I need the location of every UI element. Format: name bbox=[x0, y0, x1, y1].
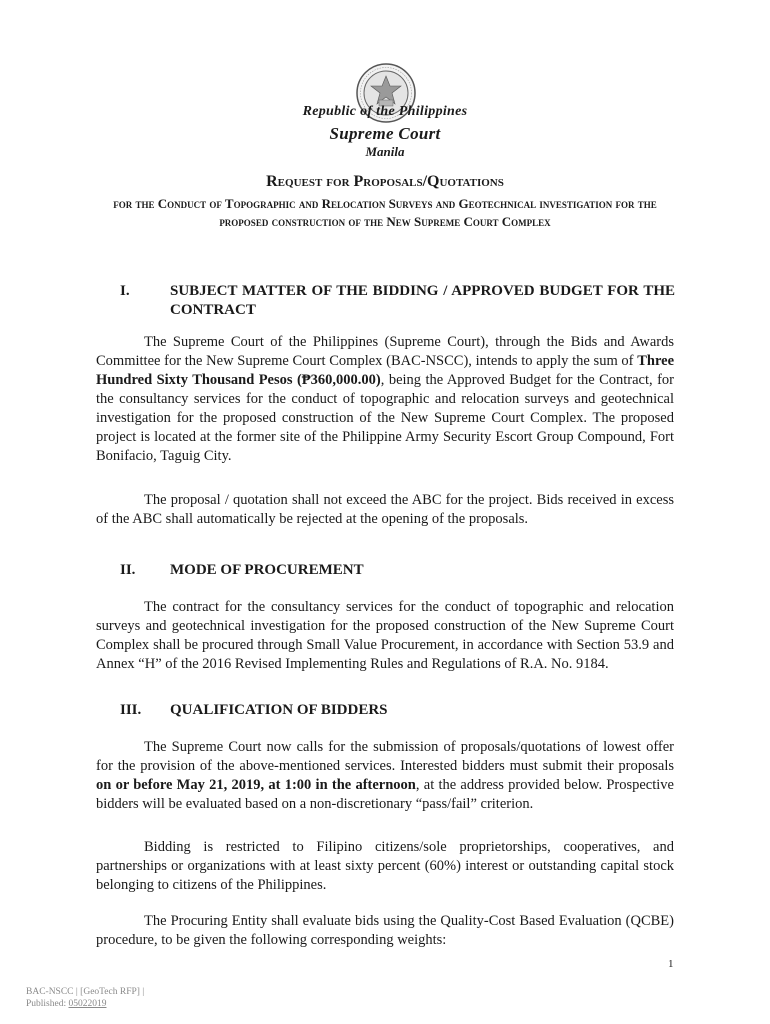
document-subtitle: for the Conduct of Topographic and Relocation Surveys and Geotechnical investigation for the proposed construction of the New Supreme Court Complex bbox=[113, 196, 657, 229]
header-supreme-court: Supreme Court bbox=[329, 124, 441, 143]
paragraph: The contract for the consultancy services for the conduct of topographic and relocation surveys and geotechnical investigation for the proposed construction of the New Supreme Court Complex shall be procured through Small Value Procurement, in accordance with Section 53.9 and Annex “H” of the 2016 Revised Implementing Rules and Regulations of R.A. No. 9184. bbox=[96, 599, 674, 672]
footer-line: BAC-NSCC | [GeoTech RFP] | bbox=[26, 987, 145, 997]
header-manila: Manila bbox=[365, 144, 405, 159]
section-number: III. bbox=[120, 702, 142, 718]
footer-published: Published: 05022019 bbox=[26, 999, 107, 1009]
section-number: I. bbox=[120, 283, 130, 299]
header-republic: Republic of the Philippines bbox=[302, 104, 468, 119]
paragraph: The proposal / quotation shall not exceed the ABC for the project. Bids received in excess of the ABC shall automatically be rejected at the opening of the proposals. bbox=[96, 492, 674, 527]
section-title: QUALIFICATION OF BIDDERS bbox=[170, 702, 388, 718]
paragraph: The Procuring Entity shall evaluate bids using the Quality-Cost Based Evaluation (QCBE) procedure, to be given the following corresponding weights: bbox=[96, 913, 674, 948]
section-title: MODE OF PROCUREMENT bbox=[170, 562, 364, 578]
document-title: Request for Proposals/Quotations bbox=[266, 173, 504, 190]
published-date: 05022019 bbox=[68, 999, 107, 1009]
deadline-text: on or before May 21, 2019, at 1:00 in the afternoon bbox=[96, 777, 416, 793]
page-number: 1 bbox=[668, 958, 674, 970]
paragraph: The Supreme Court of the Philippines (Supreme Court), through the Bids and Awards Committee for the New Supreme Court Complex (BAC-NSCC), intends to apply the sum of Three Hundred Sixty Thousand Pesos (₱360,000.00), being the Approved Budget for the Contract, for the consultancy services for the conduct of topographic and relocation surveys and geotechnical investigation for the proposed construction of the New Supreme Court Complex. The proposed project is located at the former site of the Philippine Army Security Escort Group Compound, Fort Bonifacio, Taguig City. bbox=[96, 334, 674, 464]
section-title: SUBJECT MATTER OF THE BIDDING / APPROVED BUDGET FOR THE CONTRACT bbox=[170, 283, 675, 318]
section-number: II. bbox=[120, 562, 136, 578]
budget-amount: Three Hundred Sixty Thousand Pesos (₱360,000.00) bbox=[96, 353, 674, 388]
paragraph: Bidding is restricted to Filipino citizens/sole proprietorships, cooperatives, and partnerships or organizations with at least sixty percent (60%) interest or outstanding capital stock belonging to citizens of the Philippines. bbox=[96, 839, 674, 893]
footer bbox=[26, 986, 144, 1010]
paragraph: The Supreme Court now calls for the submission of proposals/quotations of lowest offer for the provision of the above-mentioned services. Interested bidders must submit their proposals on or before May 21, 2019, at 1:00 in the afternoon, at the address provided below. Prospective bidders will be evaluated based on a non-discretionary “pass/fail” criterion. bbox=[96, 739, 674, 812]
